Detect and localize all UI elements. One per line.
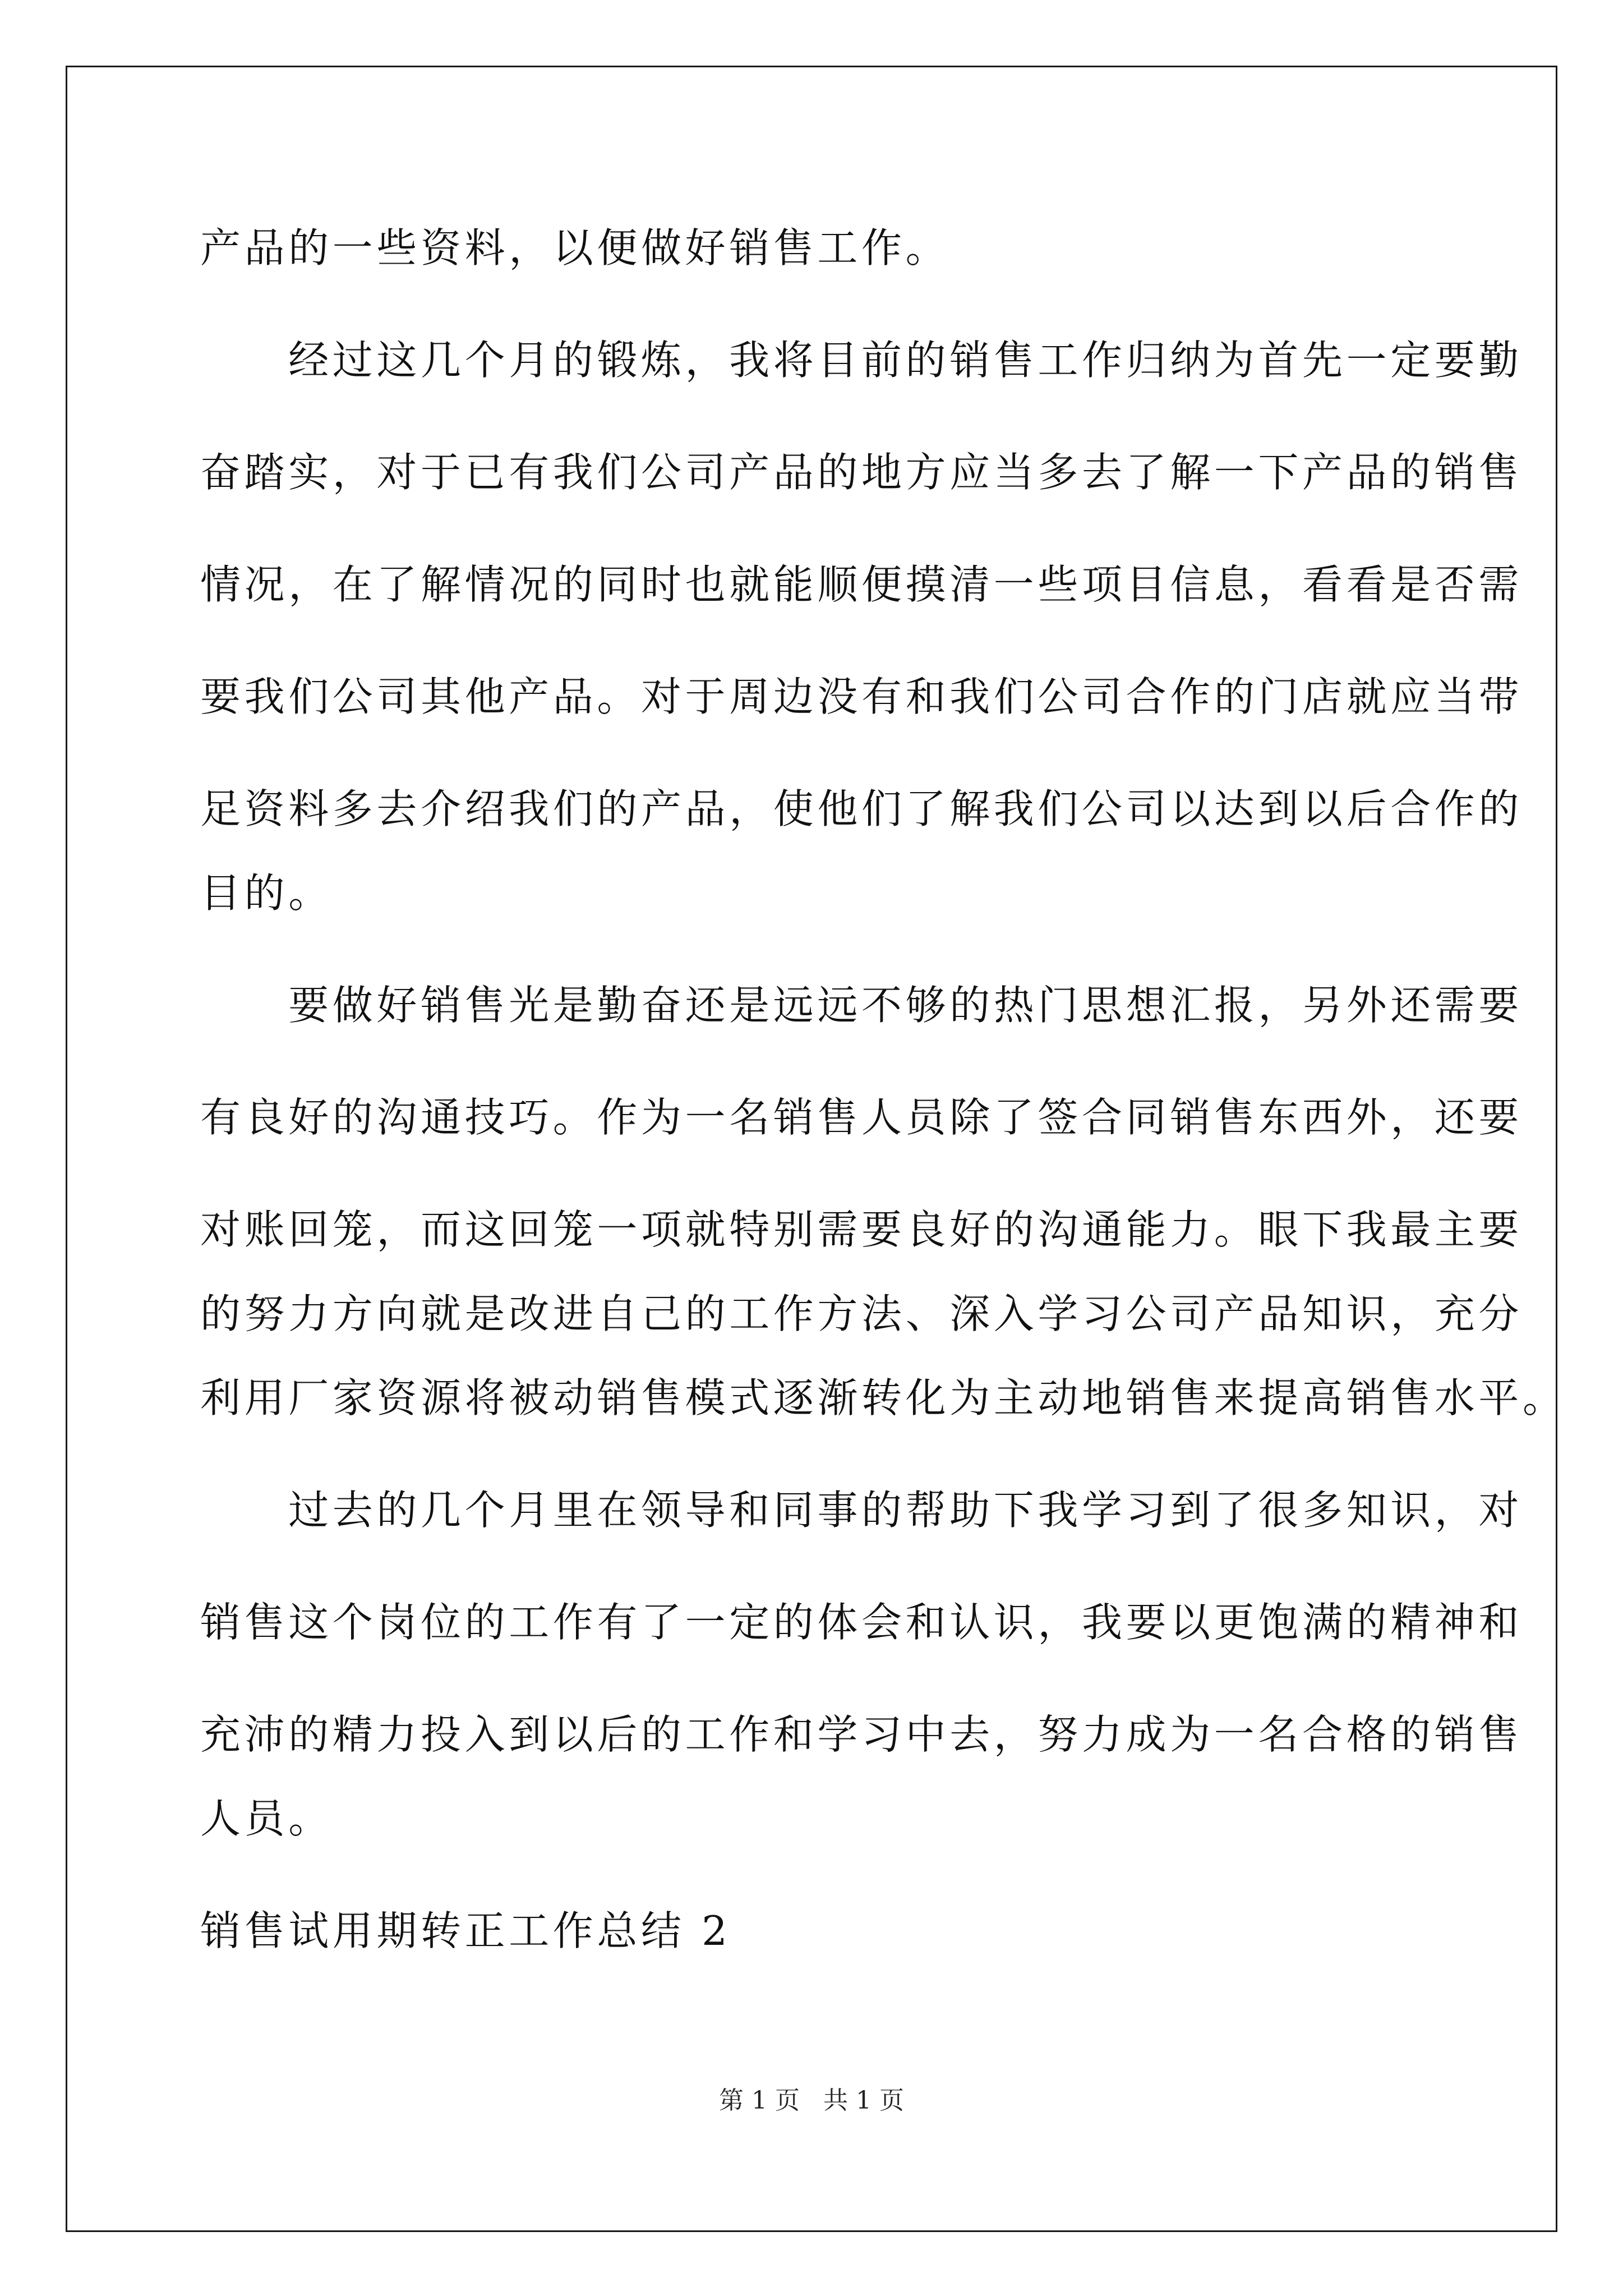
text-line: 目的。 <box>200 869 333 917</box>
text-line: 情况，在了解情况的同时也就能顺便摸清一些项目信息，看看是否需 <box>200 561 1523 608</box>
text-line: 经过这几个月的锻炼，我将目前的销售工作归纳为首先一定要勤 <box>200 337 1523 384</box>
text-line: 有良好的沟通技巧。作为一名销售人员除了签合同销售东西外，还要 <box>200 1094 1523 1141</box>
section-heading: 销售试用期转正工作总结 2 <box>200 1907 731 1954</box>
text-line: 要我们公司其他产品。对于周边没有和我们公司合作的门店就应当带 <box>200 673 1523 720</box>
text-line: 过去的几个月里在领导和同事的帮助下我学习到了很多知识，对 <box>200 1487 1523 1534</box>
text-line: 奋踏实，对于已有我们公司产品的地方应当多去了解一下产品的销售 <box>200 449 1523 496</box>
text-line: 利用厂家资源将被动销售模式逐渐转化为主动地销售来提高销售水平。 <box>200 1374 1567 1421</box>
text-line: 足资料多去介绍我们的产品，使他们了解我们公司以达到以后合作的 <box>200 785 1523 832</box>
text-line: 对账回笼，而这回笼一项就特别需要良好的沟通能力。眼下我最主要 <box>200 1206 1523 1253</box>
text-line: 的努力方向就是改进自己的工作方法、深入学习公司产品知识，充分 <box>200 1290 1523 1337</box>
text-line: 销售这个岗位的工作有了一定的体会和认识，我要以更饱满的精神和 <box>200 1599 1523 1646</box>
page-footer: 第 1 页 共 1 页 <box>719 2086 904 2115</box>
text-line: 要做好销售光是勤奋还是远远不够的热门思想汇报，另外还需要 <box>200 982 1523 1029</box>
text-line: 产品的一些资料，以便做好销售工作。 <box>200 224 950 272</box>
text-line: 人员。 <box>200 1795 333 1842</box>
text-line: 充沛的精力投入到以后的工作和学习中去，努力成为一名合格的销售 <box>200 1711 1523 1758</box>
